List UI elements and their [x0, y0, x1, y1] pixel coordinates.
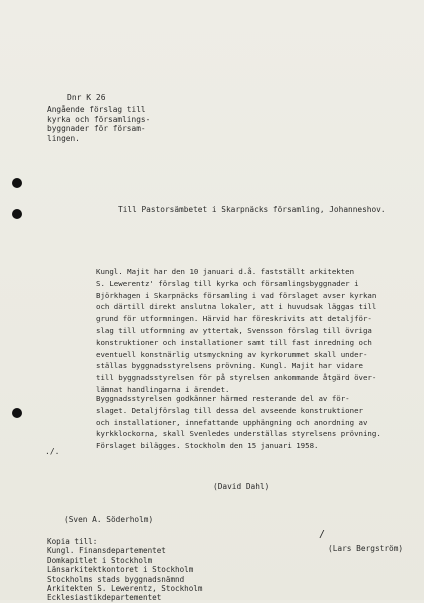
copies-heading: Kopia till:	[47, 537, 98, 546]
body-line: Björkhagen i Skarpnäcks församling i vad förslaget avser kyrkan	[96, 290, 377, 300]
punch-hole-bottom	[12, 408, 22, 418]
body-line: lämnat handlingarna i ärendet.	[96, 384, 230, 394]
signature-right: (Lars Bergström)	[328, 544, 404, 553]
subject-line: byggnader för försam-	[47, 124, 146, 134]
copy-recipient: Länsarkitektkontoret i Stockholm	[47, 565, 194, 575]
body-paragraph-1	[96, 266, 416, 396]
body-line: S. Lewerentz' förslag till kyrka och församlingsbyggnader i	[96, 278, 359, 288]
body-line: och därtill direkt anslutna lokaler, att i huvudsak läggas till	[96, 302, 377, 312]
copy-recipient: Ecklesiastikdepartementet	[47, 593, 162, 603]
body-line: och installationer, innefattande upphängning och anordning av	[96, 417, 368, 427]
signature-main: (David Dahl)	[213, 482, 270, 491]
copy-recipient: Domkapitlet i Stockholm	[47, 555, 153, 565]
punch-hole-middle	[12, 209, 22, 219]
margin-mark: ./.	[45, 447, 60, 456]
body-line: Kungl. Majit har den 10 januari d.å. fastställt arkitekten	[96, 267, 355, 276]
body-line: ställas byggnadsstyrelsens prövning. Kungl. Majit har vidare	[96, 361, 363, 371]
subject-line: lingen.	[47, 133, 80, 143]
body-line: kyrkklockorna, skall Svenledes underställas styrelsens prövning.	[96, 429, 381, 439]
subject-block	[47, 105, 150, 143]
copy-recipient: Stockholms stads byggnadsnämnd	[47, 574, 185, 584]
recipient-line: Till Pastorsämbetet i Skarpnäcks församling, Johanneshov.	[118, 205, 386, 214]
body-line: till byggnadsstyrelsen för på styrelsen ankommande åtgärd över-	[96, 373, 377, 383]
signature-left: (Sven A. Söderholm)	[64, 515, 154, 524]
body-line: eventuell konstnärlig utsmyckning av kyrkorummet skall under-	[96, 349, 368, 359]
subject-line: kyrka och församlings-	[47, 114, 151, 124]
copy-recipient: Arkitekten S. Lewerentz, Stockholm	[47, 584, 203, 594]
body-paragraph-2	[96, 393, 416, 452]
body-line: grund för utformningen. Härvid har föreskrivits att detaljför-	[96, 314, 372, 324]
reference-number: Dnr K 26	[67, 93, 106, 102]
copy-recipient: Kungl. Finansdepartementet	[47, 546, 166, 556]
subject-line: Angående förslag till	[47, 105, 146, 114]
body-line: konstruktioner och installationer samt till fast inredning och	[96, 337, 372, 347]
copies-block	[47, 537, 202, 603]
punch-hole-top	[12, 178, 22, 188]
copies-list	[47, 546, 202, 602]
body-line: slaget. Detaljförslag till dessa del avseende konstruktioner	[96, 405, 363, 415]
body-line: slag till utformning av yttertak, Svensson förslag till övriga	[96, 325, 372, 335]
body-line: Förslaget bilägges. Stockholm den 15 januari 1958.	[96, 441, 319, 451]
signature-right-mark: /	[319, 529, 326, 540]
body-line: Byggnadsstyrelsen godkänner härmed resterande del av för-	[96, 394, 350, 403]
